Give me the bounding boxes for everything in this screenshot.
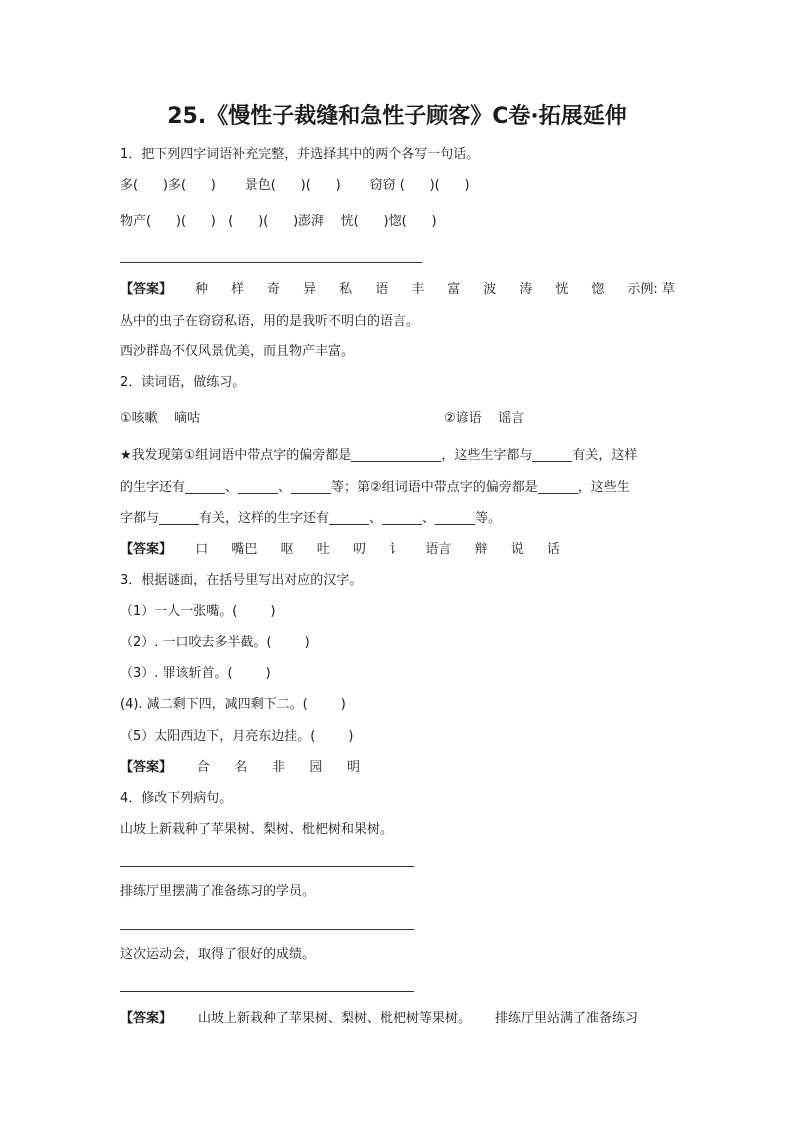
answer-label: 【答案】	[120, 760, 173, 775]
fill-blank[interactable]	[532, 447, 572, 462]
answer-4-row	[120, 1010, 638, 1028]
answer-3-row	[120, 759, 360, 777]
answer-text: 山坡上新栽种了苹果树、梨树、枇杷树等果树。	[198, 1011, 472, 1026]
answer-item: 种	[195, 282, 209, 297]
answer-item: 涛	[519, 282, 533, 297]
answer-item: 恍	[555, 282, 569, 297]
answer-item: 合	[196, 760, 210, 775]
answer-line	[120, 991, 414, 992]
fill-blank[interactable]	[538, 479, 578, 494]
question-2-prompt: 2．读词语，做练习。	[120, 375, 246, 390]
answer-item: 叨	[352, 542, 366, 557]
answer-label: 【答案】	[120, 282, 173, 297]
text-segment: 等。	[475, 511, 502, 526]
riddle-item: （2）. 一口咬去多半截。( )	[120, 635, 310, 650]
riddle-item: (4). 减二剩下四，减四剩下二。( )	[120, 697, 346, 712]
answer-item: 示例: 草	[627, 282, 675, 297]
faulty-sentence: 山坡上新栽种了苹果树、梨树、枇杷树和果树。	[120, 822, 394, 837]
answer-item: 私	[339, 282, 353, 297]
answer-2-row	[120, 541, 560, 559]
fill-blank[interactable]	[351, 447, 441, 462]
answer-item: 嘴巴	[231, 542, 258, 557]
question-3-prompt: 3．根据谜面，在括号里写出对应的汉字。	[120, 573, 363, 588]
answer-label: 【答案】	[120, 542, 173, 557]
text-segment: ，这些生字都与	[441, 448, 533, 463]
question-2-text-line-1	[120, 447, 637, 465]
question-1-row-1: 多( )多( ) 景色( )( ) 窃窃 ( )( )	[120, 178, 470, 193]
answer-item: 非	[271, 760, 285, 775]
answer-item: 富	[447, 282, 461, 297]
answer-item: 呕	[280, 542, 294, 557]
separator: 、	[369, 511, 383, 526]
word-group-1: ①咳嗽 嘀咕	[120, 411, 201, 426]
text-segment: 有关，这样的生字还有	[199, 511, 330, 526]
answer-item: 丰	[411, 282, 425, 297]
fill-blank[interactable]	[238, 479, 278, 494]
text-segment: ，这些生	[577, 480, 630, 495]
question-1-row-2: 物产( )( ) ( )( )澎湃 恍( )惚( )	[120, 214, 437, 229]
answer-line	[120, 929, 414, 930]
fill-blank[interactable]	[185, 479, 225, 494]
faulty-sentence: 排练厅里摆满了准备练习的学员。	[120, 884, 316, 899]
riddle-item: （3）. 罪该斩首。( )	[120, 666, 271, 681]
fill-blank[interactable]	[435, 510, 475, 525]
fill-blank[interactable]	[159, 510, 199, 525]
answer-item: 说	[510, 542, 524, 557]
answer-1-line-3: 西沙群岛不仅风景优美，而且物产丰富。	[120, 344, 355, 359]
riddle-item: （1）一人一张嘴。( )	[120, 604, 276, 619]
answer-item: 异	[303, 282, 317, 297]
answer-label: 【答案】	[120, 1011, 173, 1026]
answer-item: 辩	[474, 542, 488, 557]
answer-item: 名	[234, 760, 248, 775]
answer-item: 语	[375, 282, 389, 297]
answer-item: 口	[195, 542, 209, 557]
faulty-sentence: 这次运动会，取得了很好的成绩。	[120, 947, 316, 962]
fill-blank[interactable]	[329, 510, 369, 525]
fill-blank[interactable]	[382, 510, 422, 525]
text-segment: 字都与	[120, 511, 160, 526]
page-title: 25.《慢性子裁缝和急性子顾客》C卷·拓展延伸	[167, 104, 627, 129]
answer-item: 样	[231, 282, 245, 297]
question-1-prompt: 1．把下列四字词语补充完整，并选择其中的两个各写一句话。	[120, 147, 480, 162]
word-group-2: ②谚语 谣言	[444, 411, 525, 426]
text-segment: 有关，这样	[572, 448, 638, 463]
question-4-prompt: 4．修改下列病句。	[120, 791, 233, 806]
answer-item: 园	[309, 760, 323, 775]
answer-item: 话	[546, 542, 560, 557]
answer-1-row	[120, 281, 675, 299]
answer-1-line-2: 丛中的虫子在窃窃私语，用的是我听不明白的语言。	[120, 314, 420, 329]
answer-line	[120, 866, 414, 867]
answer-item: 吐	[316, 542, 330, 557]
separator: 、	[278, 480, 292, 495]
riddle-item: （5）太阳西边下，月亮东边挂。( )	[120, 729, 354, 744]
answer-item: 明	[346, 760, 360, 775]
separator: 、	[422, 511, 436, 526]
answer-item: 讠	[389, 542, 403, 557]
answer-item: 语言	[425, 542, 452, 557]
answer-item: 波	[483, 282, 497, 297]
question-2-text-line-3	[120, 510, 501, 528]
separator: 、	[225, 480, 239, 495]
answer-item: 惚	[591, 282, 605, 297]
question-2-text-line-2	[120, 479, 630, 497]
text-segment: 的生字还有	[120, 480, 186, 495]
answer-text: 排练厅里站满了准备练习	[495, 1011, 639, 1026]
text-segment: 等；第②组词语中带点字的偏旁都是	[331, 480, 538, 495]
answer-line	[120, 262, 422, 263]
text-segment: ★我发现第①组词语中带点字的偏旁都是	[120, 448, 352, 463]
answer-item: 奇	[267, 282, 281, 297]
fill-blank[interactable]	[291, 479, 331, 494]
